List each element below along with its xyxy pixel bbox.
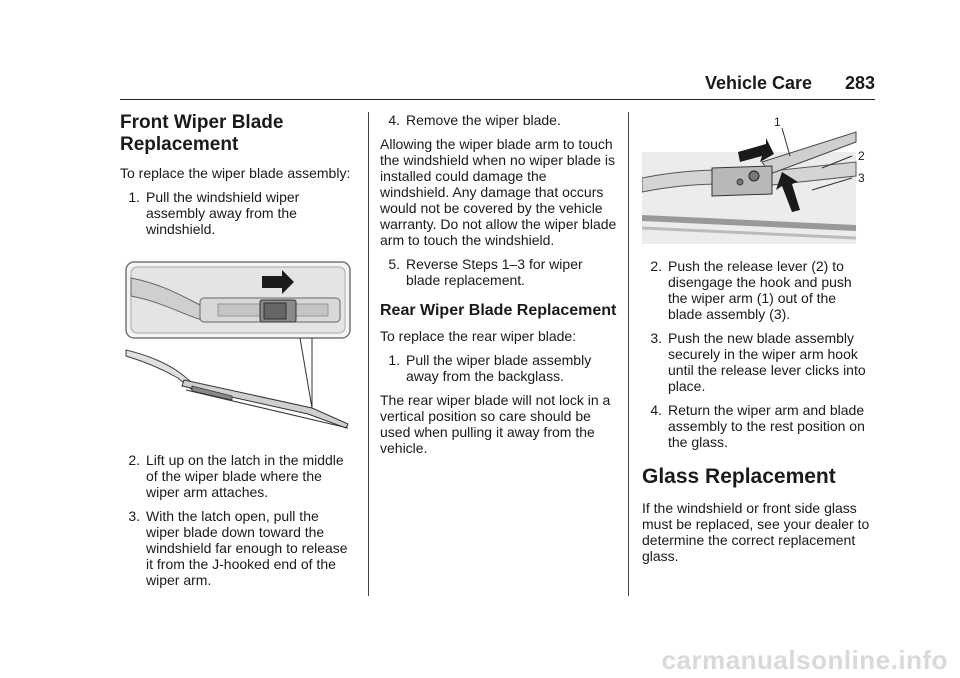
list-item (380, 352, 618, 384)
step-text: Pull the wiper blade assembly away from the backglass. (406, 352, 592, 384)
step-text: Return the wiper arm and blade assembly to the rest position on the glass. (668, 402, 865, 450)
rear-wiper-intro: To replace the rear wiper blade: (380, 328, 577, 344)
list-item (120, 508, 355, 588)
list-item (120, 452, 355, 500)
list-item (642, 402, 874, 450)
page-number: 283 (844, 73, 875, 93)
list-item (642, 258, 874, 322)
step-text: With the latch open, pull the wiper blade down toward the windshield far enough to release it from the J-hooked end of the wiper arm. (146, 508, 348, 588)
step-text: Push the release lever (2) to disengage the hook and push the wiper arm (1) out of the blade assembly (3). (668, 258, 852, 322)
list-item (380, 256, 618, 288)
step-text: Push the new blade assembly securely in the wiper arm hook until the release lever clicks into place. (668, 330, 866, 394)
list-item (120, 189, 355, 237)
callout-3: 3 (858, 171, 865, 185)
list-item (380, 112, 618, 128)
front-wiper-heading: Front Wiper Blade Replacement (120, 112, 284, 155)
column-2 (380, 112, 618, 464)
step-number: 2. (650, 258, 662, 274)
wiper-latch-illustration (122, 258, 354, 438)
front-wiper-intro: To replace the wiper blade assembly: (120, 165, 351, 181)
step-number: 4. (388, 112, 400, 128)
wiper-release-lever-illustration (642, 110, 874, 250)
step-text: Remove the wiper blade. (406, 112, 561, 128)
rear-wiper-heading: Rear Wiper Blade Replacement (380, 302, 617, 319)
column-divider-1 (368, 112, 369, 596)
section-title: Vehicle Care (705, 73, 813, 93)
step-number: 3. (128, 508, 140, 524)
column-3 (642, 258, 874, 572)
warning-text: Allowing the wiper blade arm to touch the windshield when no wiper blade is installed could damage the windshield. Any damage that occurs would not be covered by the vehicle warranty. Do not allow the wiper blade arm to touch the windshield. (380, 136, 617, 248)
step-number: 2. (128, 452, 140, 468)
column-divider-2 (628, 112, 629, 596)
column-1-bottom (120, 452, 355, 596)
page-header (705, 73, 875, 97)
list-item (642, 330, 874, 394)
column-1-top (120, 112, 355, 245)
glass-replacement-text: If the windshield or front side glass must be replaced, see your dealer to determine the correct replacement glass. (642, 500, 870, 564)
step-number: 3. (650, 330, 662, 346)
callout-2: 2 (858, 149, 865, 163)
step-number: 1. (388, 352, 400, 368)
step-number: 1. (128, 189, 140, 205)
glass-replacement-heading: Glass Replacement (642, 465, 836, 488)
step-text: Pull the windshield wiper assembly away from the windshield. (146, 189, 300, 237)
callout-1: 1 (774, 115, 781, 129)
header-rule (120, 99, 875, 100)
watermark: carmanualsonline.info (661, 645, 948, 675)
step-text: Lift up on the latch in the middle of the wiper blade where the wiper arm attaches. (146, 452, 344, 500)
step-number: 4. (650, 402, 662, 418)
step-text: Reverse Steps 1–3 for wiper blade replacement. (406, 256, 583, 288)
step-number: 5. (388, 256, 400, 272)
rear-wiper-note: The rear wiper blade will not lock in a vertical position so care should be used when pulling it away from the vehicle. (380, 392, 611, 456)
